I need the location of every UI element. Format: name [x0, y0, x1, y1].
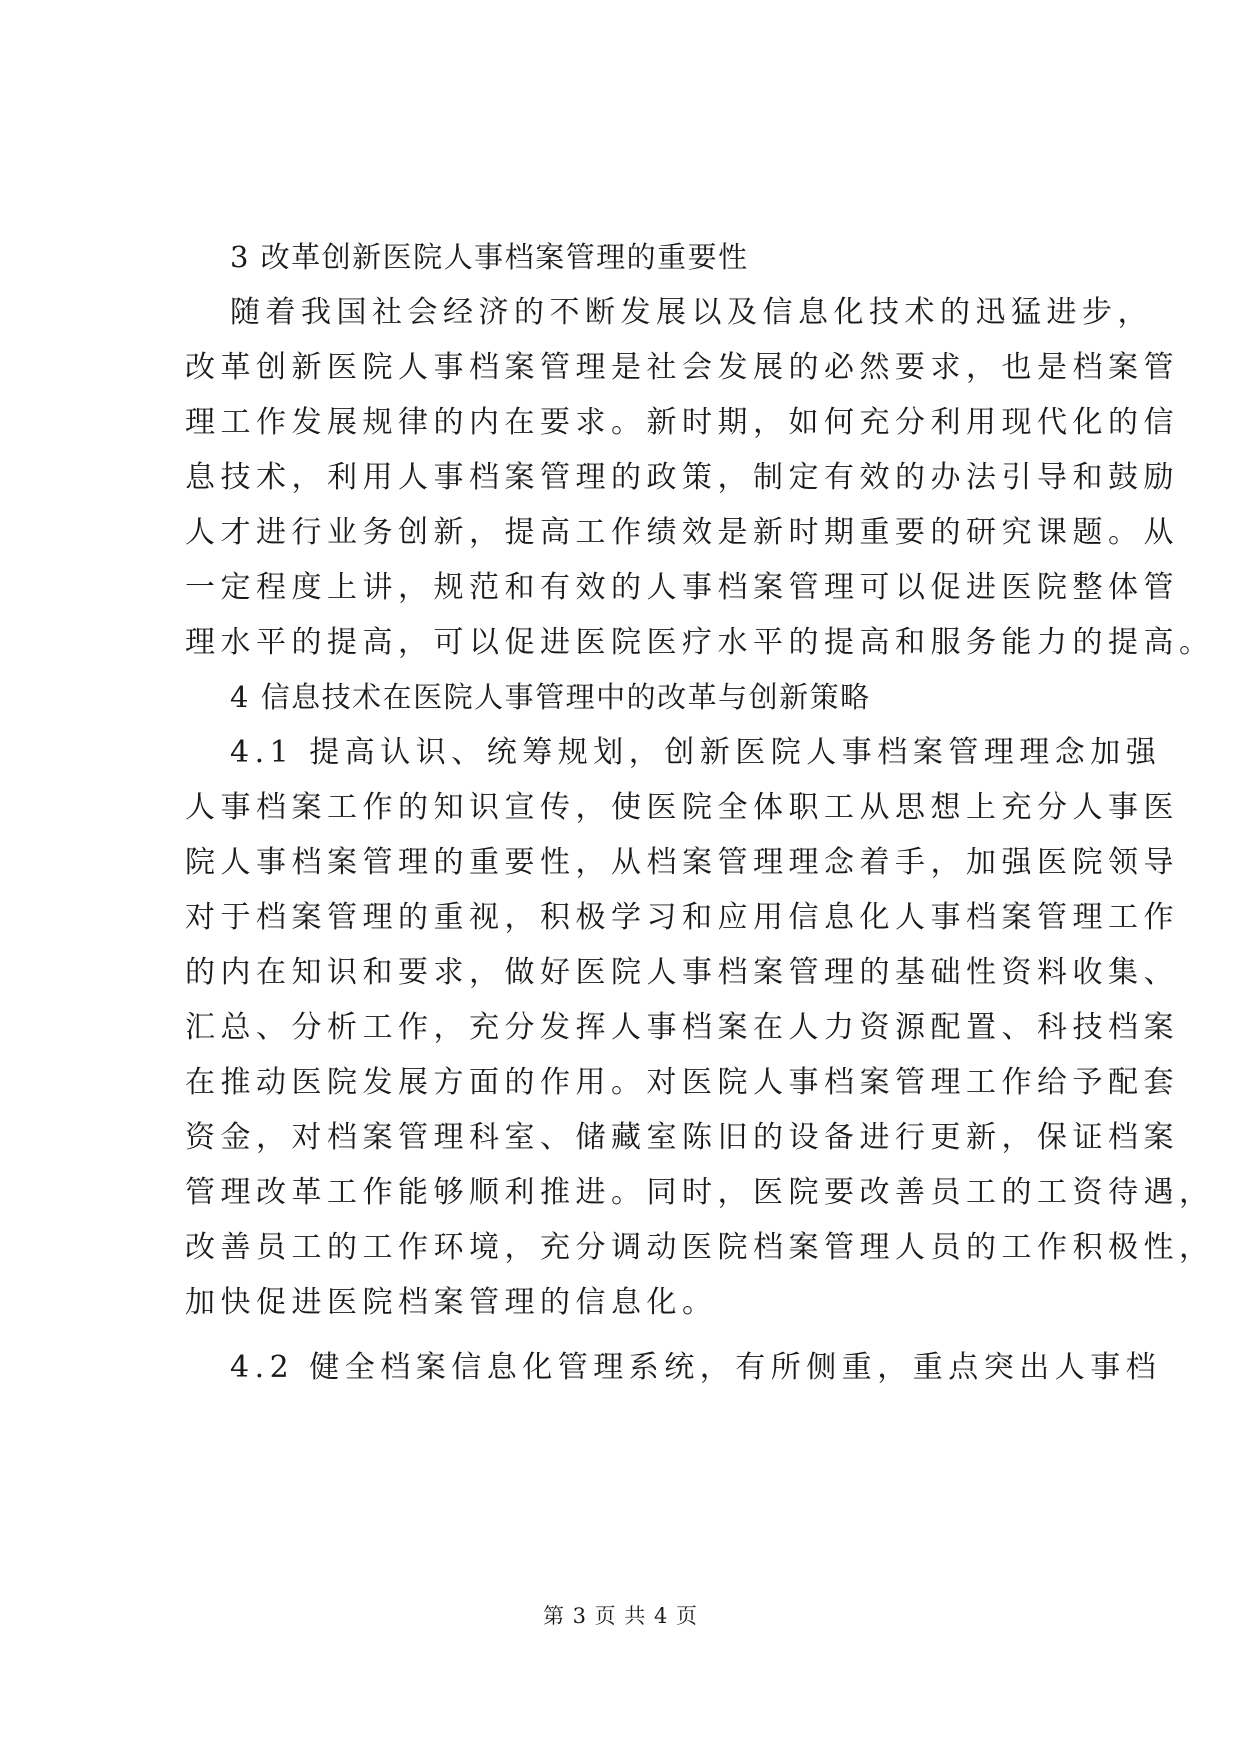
paragraph-line: 理工作发展规律的内在要求。新时期，如何充分利用现代化的信 [185, 405, 1179, 440]
paragraph-line: 改善员工的工作环境，充分调动医院档案管理人员的工作积极性， [185, 1230, 1215, 1265]
page-body [185, 230, 1215, 1395]
paragraph-line: 对于档案管理的重视，积极学习和应用信息化人事档案管理工作 [185, 900, 1179, 935]
paragraph-line: 一定程度上讲，规范和有效的人事档案管理可以促进医院整体管 [185, 570, 1179, 605]
subsection-heading-4-2: 4.2 健全档案信息化管理系统，有所侧重，重点突出人事档 [230, 1350, 1162, 1385]
paragraph-line: 息技术，利用人事档案管理的政策，制定有效的办法引导和鼓励 [185, 460, 1179, 495]
paragraph-line: 在推动医院发展方面的作用。对医院人事档案管理工作给予配套 [185, 1065, 1179, 1100]
paragraph-line: 资金，对档案管理科室、储藏室陈旧的设备进行更新，保证档案 [185, 1120, 1179, 1155]
paragraph-line: 院人事档案管理的重要性，从档案管理理念着手，加强医院领导 [185, 845, 1179, 880]
paragraph-line: 汇总、分析工作，充分发挥人事档案在人力资源配置、科技档案 [185, 1010, 1179, 1045]
paragraph-line: 随着我国社会经济的不断发展以及信息化技术的迅猛进步， [230, 295, 1153, 330]
section-heading-4: 4 信息技术在医院人事管理中的改革与创新策略 [230, 680, 871, 714]
subsection-heading-4-1: 4.1 提高认识、统筹规划，创新医院人事档案管理理念加强 [230, 735, 1162, 770]
page-footer: 第 3 页 共 4 页 [542, 1604, 699, 1628]
paragraph-line: 理水平的提高，可以促进医院医疗水平的提高和服务能力的提高。 [185, 625, 1215, 660]
paragraph-line: 加快促进医院档案管理的信息化。 [185, 1285, 718, 1320]
paragraph-line: 管理改革工作能够顺利推进。同时，医院要改善员工的工资待遇， [185, 1175, 1215, 1210]
paragraph-gap [185, 1330, 1080, 1340]
paragraph-line: 的内在知识和要求，做好医院人事档案管理的基础性资料收集、 [185, 955, 1179, 990]
paragraph-line: 人才进行业务创新，提高工作绩效是新时期重要的研究课题。从 [185, 515, 1179, 550]
paragraph-line: 改革创新医院人事档案管理是社会发展的必然要求，也是档案管 [185, 350, 1179, 385]
paragraph-line: 人事档案工作的知识宣传，使医院全体职工从思想上充分人事医 [185, 790, 1179, 825]
section-heading-3: 3 改革创新医院人事档案管理的重要性 [230, 240, 749, 274]
